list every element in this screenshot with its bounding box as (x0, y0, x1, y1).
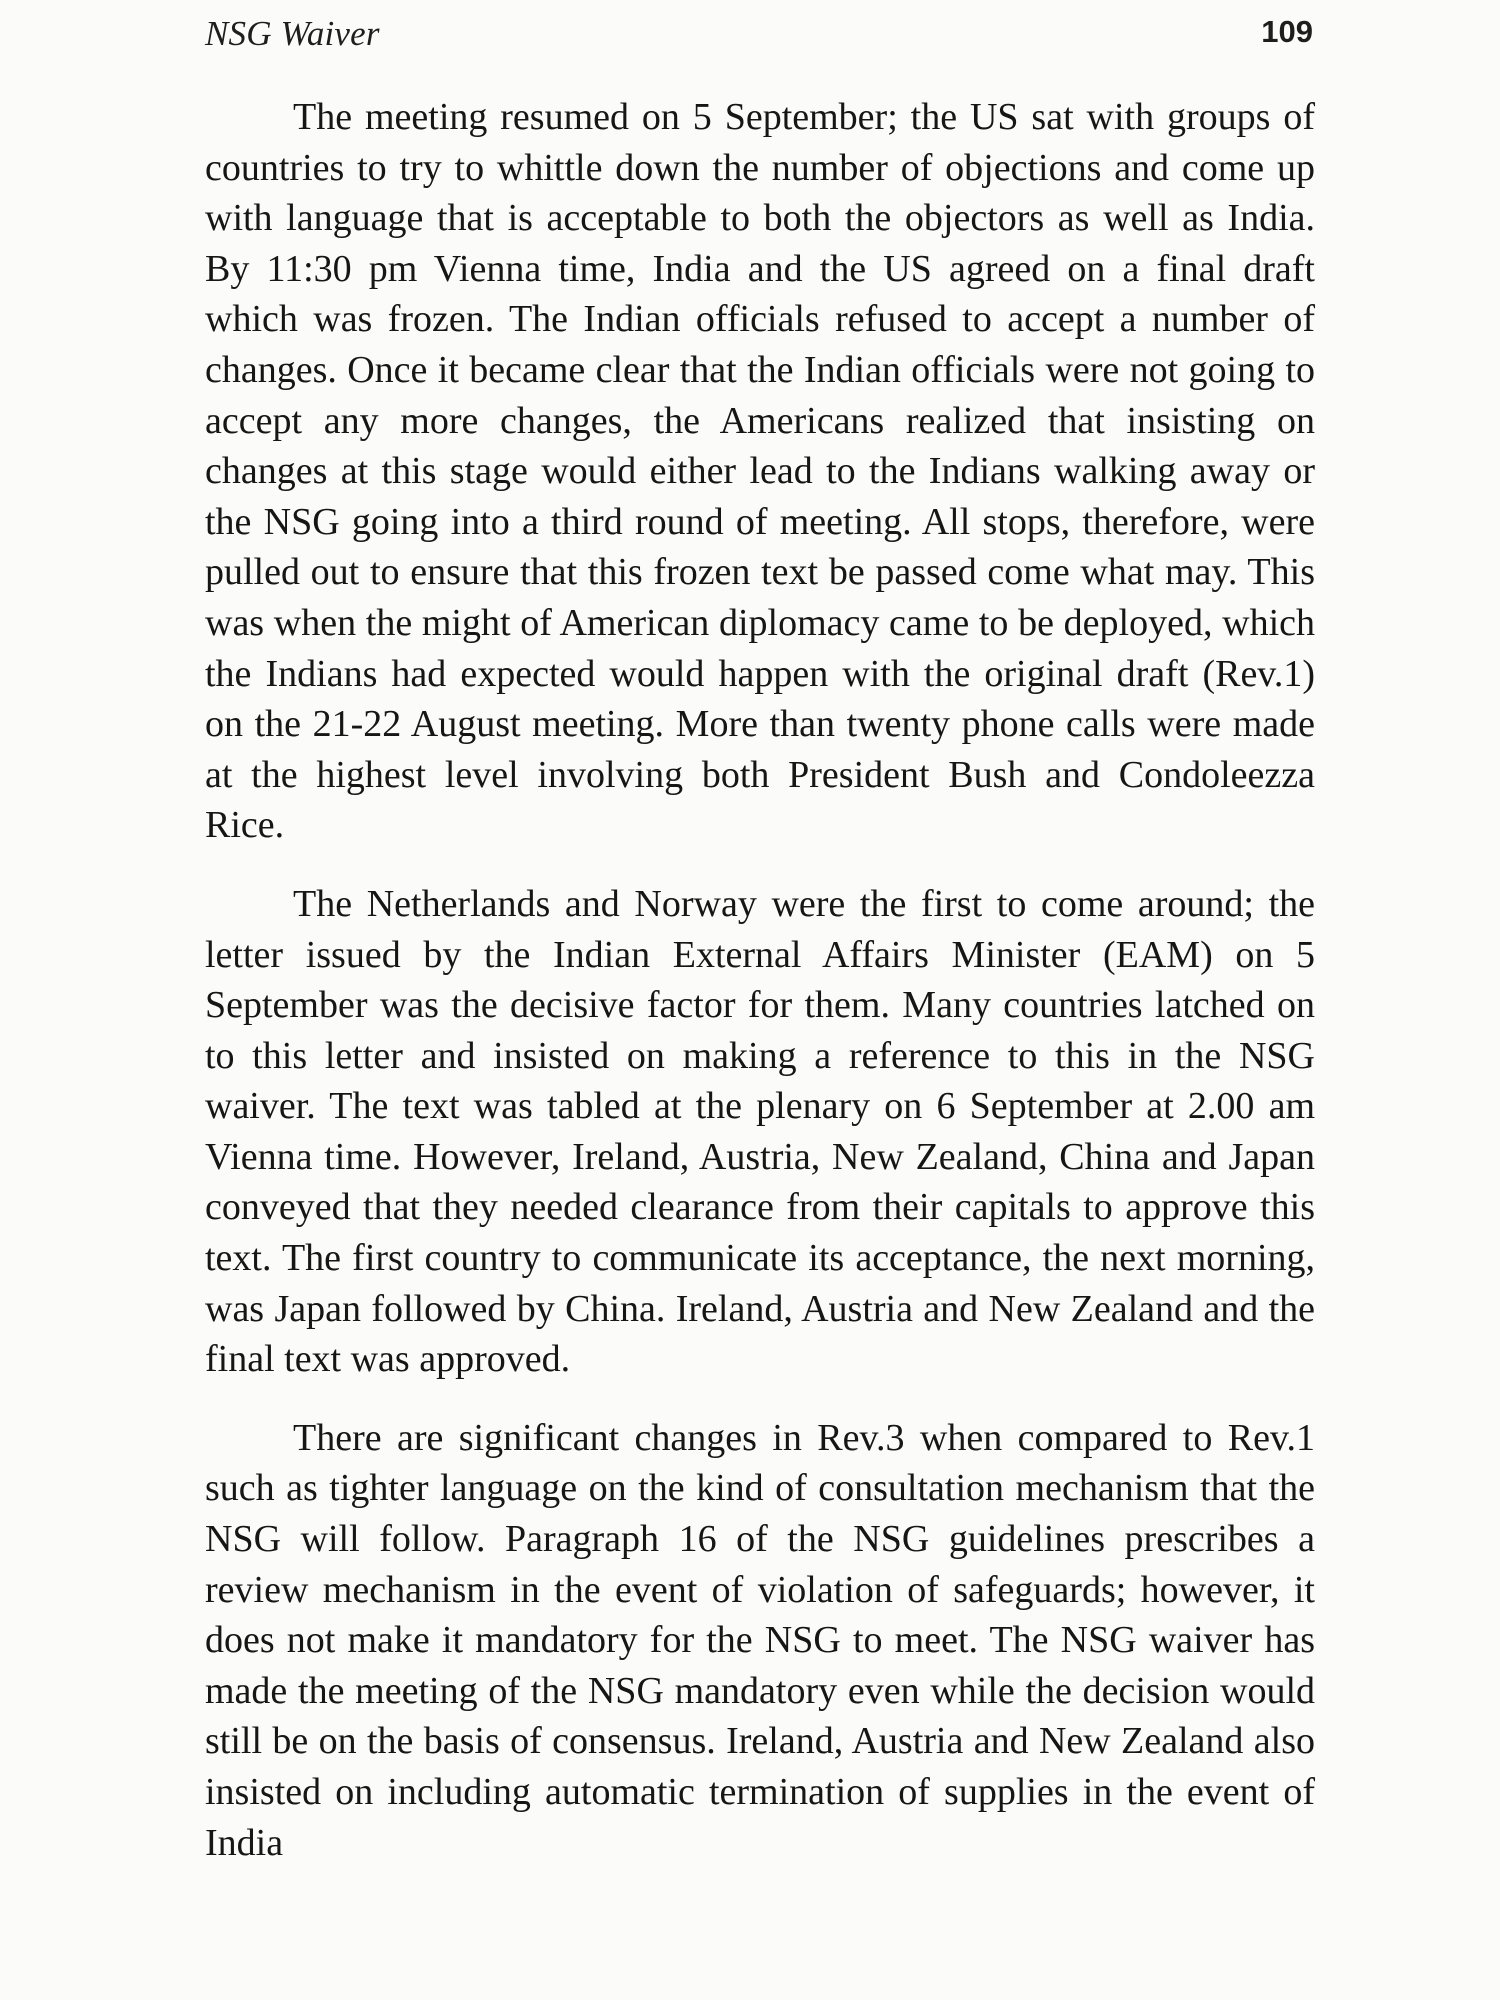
running-head-title: NSG Waiver (205, 14, 380, 53)
paragraph-3: There are significant changes in Rev.3 when compared to Rev.1 such as tighter language on the kind of consultation mechanism that the NSG will follow. Paragraph 16 of the NSG guidelines prescribes a review mechanism in the event of violation of safeguards; however, it does not make it mandatory for the NSG to meet. The NSG waiver has made the meeting of the NSG mandatory even while the decision would still be on the basis of consensus. Ireland, Austria and New Zealand also insisted on including automatic termination of supplies in the event of India (205, 1416, 1315, 1864)
paragraph-2: The Netherlands and Norway were the first to come around; the letter issued by the Indian External Affairs Minister (EAM) on 5 September was the decisive factor for them. Many countries latched on to this letter and insisted on making a reference to this in the NSG waiver. The text was tabled at the plenary on 6 September at 2.00 am Vienna time. However, Ireland, Austria, New Zealand, China and Japan conveyed that they needed clearance from their capitals to approve this text. The first country to communicate its acceptance, the next morning, was Japan followed by China. Ireland, Austria and New Zealand and the final text was approved. (205, 882, 1315, 1381)
body-text (205, 92, 1315, 1868)
paragraph-1: The meeting resumed on 5 September; the US sat with groups of countries to try to whittle down the number of objections and come up with language that is acceptable to both the objectors as well as India. By 11:30 pm Vienna time, India and the US agreed on a final draft which was frozen. The Indian officials refused to accept a number of changes. Once it became clear that the Indian officials were not going to accept any more changes, the Americans realized that insisting on changes at this stage would either lead to the Indians walking away or the NSG going into a third round of meeting. All stops, therefore, were pulled out to ensure that this frozen text be passed come what may. This was when the might of American diplomacy came to be deployed, which the Indians had expected would happen with the original draft (Rev.1) on the 21-22 August meeting. More than twenty phone calls were made at the highest level involving both President Bush and Condoleezza Rice. (205, 96, 1315, 847)
page-number: 109 (1261, 14, 1313, 49)
